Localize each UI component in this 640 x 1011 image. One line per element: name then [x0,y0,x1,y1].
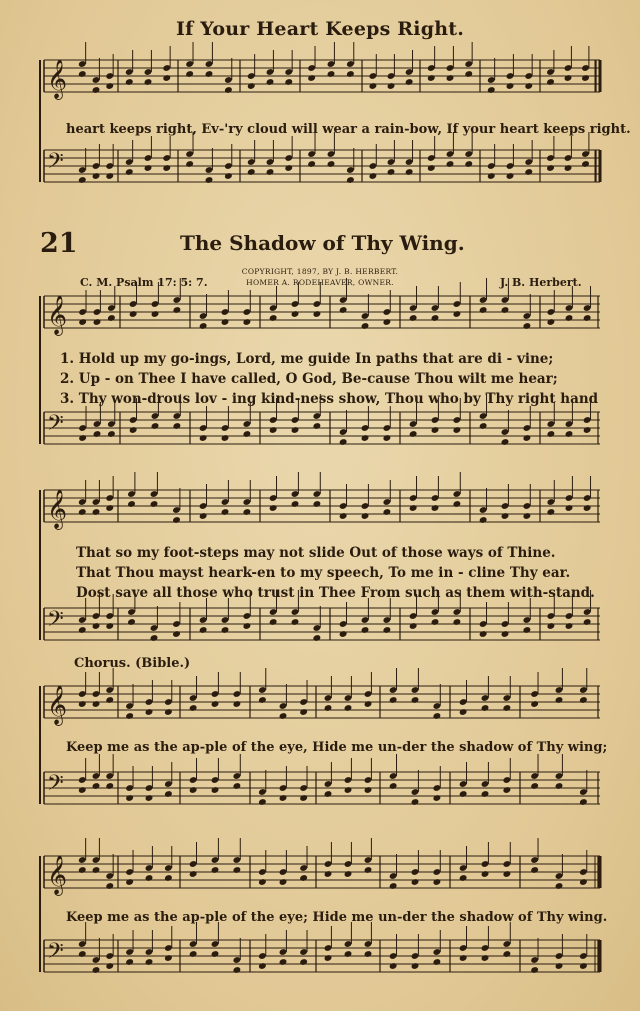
note-head [547,508,556,516]
note-head [125,712,134,720]
note-head [389,696,398,704]
note-head [503,704,512,712]
note-head [144,78,153,86]
note-head [189,704,198,712]
note-head [327,70,336,78]
note-head [164,708,173,716]
note-head [224,172,233,180]
note-head [581,160,590,168]
note-head [530,782,539,790]
note-head [105,504,114,512]
note-head [583,426,592,434]
bass-clef-icon: 𝄢 [47,411,64,441]
note-head [344,786,353,794]
note-head [524,82,533,90]
note-head [243,508,252,516]
note-head [530,866,539,874]
note-head [433,878,442,886]
note-head [313,422,322,430]
note-head [92,508,101,516]
note-head [453,618,462,626]
note-head [172,516,181,524]
note-head [555,782,564,790]
note-head [564,164,573,172]
note-head [258,696,267,704]
note-head [233,966,242,974]
note-head [324,954,333,962]
verse-3-line-1: 3. Thy won-drous lov - ing kind-ness show, Thou who by Thy right hand [60,391,599,407]
verse-1-line-2: That so my foot-steps may not slide Out of those ways of Thine. [76,545,556,561]
note-head [266,168,275,176]
hymn-composer: J. B. Herbert. [500,276,582,289]
note-head [339,512,348,520]
note-head [78,786,87,794]
note-head [339,438,348,446]
note-head [78,508,87,516]
note-head [125,878,134,886]
chorus-lyric-1: Keep me as the ap-ple of the eye, Hide me un-der the shadow of Thy wing; [66,740,608,755]
note-head [162,164,171,172]
note-head [92,966,101,974]
note-head [258,962,267,970]
note-head [369,82,378,90]
note-head [199,322,208,330]
note-head [269,426,278,434]
note-head [172,630,181,638]
note-head [78,70,87,78]
note-head [78,626,87,634]
note-head [279,958,288,966]
note-head [487,172,496,180]
note-head [189,950,198,958]
verse-2-line-2: That Thou mayst heark-en to my speech, To me in - cline Thy ear. [76,565,571,581]
note-head [299,794,308,802]
note-head [583,314,592,322]
bass-clef-icon: 𝄢 [47,939,64,969]
note-head [547,318,556,326]
note-head [145,794,154,802]
note-head [92,866,101,874]
note-head [313,310,322,318]
note-head [221,626,230,634]
note-head [524,168,533,176]
note-head [107,314,116,322]
note-head [92,172,101,180]
note-head [129,310,138,318]
note-head [409,622,418,630]
treble-clef-icon: 𝄞 [47,855,68,895]
note-head [555,882,564,890]
note-head [279,712,288,720]
note-head [162,74,171,82]
note-head [211,950,220,958]
note-head [405,168,414,176]
note-head [530,700,539,708]
note-head [93,430,102,438]
note-head [565,504,574,512]
note-head [313,634,322,642]
note-head [127,500,136,508]
note-head [506,172,515,180]
chorus-label: Chorus. (Bible.) [74,656,191,671]
chorus-lyric-2: Keep me as the ap-ple of the eye; Hide me un-der the shadow of Thy wing. [66,910,608,925]
note-head [389,962,398,970]
note-head [221,508,230,516]
note-head [173,422,182,430]
note-head [459,954,468,962]
note-head [579,962,588,970]
note-head [92,782,101,790]
note-head [453,426,462,434]
note-head [151,310,160,318]
note-head [125,168,134,176]
note-head [555,962,564,970]
note-head [459,790,468,798]
note-head [503,870,512,878]
note-head [523,626,532,634]
hymn-title: The Shadow of Thy Wing. [180,231,465,255]
note-head [433,794,442,802]
note-head [105,782,114,790]
bass-clef-icon: 𝄢 [47,771,64,801]
note-head [307,160,316,168]
top-hymn-title: If Your Heart Keeps Right. [175,18,465,40]
note-head [211,866,220,874]
note-head [258,878,267,886]
note-head [125,958,134,966]
note-head [327,160,336,168]
note-head [579,878,588,886]
note-head [145,958,154,966]
note-head [105,622,114,630]
note-head [105,882,114,890]
note-head [269,504,278,512]
note-head [233,866,242,874]
note-head [78,176,87,184]
verse-1-line-1: 1. Hold up my go-ings, Lord, me guide In paths that are di - vine; [60,351,554,367]
note-head [93,318,102,326]
note-head [546,164,555,172]
note-head [189,870,198,878]
note-head [284,164,293,172]
note-head [266,78,275,86]
note-head [185,70,194,78]
note-head [565,622,574,630]
note-head [479,516,488,524]
note-head [291,618,300,626]
note-head [185,160,194,168]
note-head [411,696,420,704]
note-head [92,622,101,630]
note-head [105,962,114,970]
note-head [546,78,555,86]
note-head [105,696,114,704]
note-head [92,700,101,708]
note-head [431,426,440,434]
note-head [344,870,353,878]
note-head [565,314,574,322]
note-head [299,708,308,716]
note-head [583,504,592,512]
note-head [383,508,392,516]
note-head [233,700,242,708]
note-head [346,70,355,78]
note-head [459,874,468,882]
note-head [211,700,220,708]
note-head [364,786,373,794]
note-head [361,322,370,330]
note-head [224,86,233,94]
bass-clef-icon: 𝄢 [47,149,64,179]
note-head [464,70,473,78]
note-head [459,708,468,716]
note-head [579,696,588,704]
note-head [409,314,418,322]
note-head [389,782,398,790]
note-head [387,82,396,90]
treble-clef-icon: 𝄞 [47,59,68,99]
note-head [481,870,490,878]
note-head [279,878,288,886]
note-head [247,168,256,176]
treble-clef-icon: 𝄞 [47,489,68,529]
note-head [364,950,373,958]
note-head [503,786,512,794]
note-head [78,318,87,326]
note-head [479,422,488,430]
note-head [107,430,116,438]
note-head [431,504,440,512]
note-head [211,786,220,794]
note-head [547,622,556,630]
bass-clef-icon: 𝄢 [47,607,64,637]
note-head [453,500,462,508]
note-head [427,74,436,82]
note-head [164,790,173,798]
note-head [481,954,490,962]
note-head [307,74,316,82]
note-head [383,626,392,634]
note-head [361,434,370,442]
note-head [164,874,173,882]
note-head [269,314,278,322]
copyright-line-2: HOMER A. RODEHEAVER, OWNER. [246,278,394,287]
note-head [78,434,87,442]
note-head [344,950,353,958]
note-head [284,78,293,86]
note-head [583,618,592,626]
note-head [453,310,462,318]
note-head [446,160,455,168]
note-head [555,696,564,704]
note-head [481,790,490,798]
note-head [431,618,440,626]
note-head [199,512,208,520]
note-head [346,176,355,184]
note-head [247,82,256,90]
note-head [291,310,300,318]
note-head [565,430,574,438]
note-head [258,798,267,806]
note-head [269,618,278,626]
note-head [291,500,300,508]
note-head [501,512,510,520]
note-head [150,634,159,642]
note-head [503,950,512,958]
note-head [427,164,436,172]
note-head [205,70,214,78]
note-head [78,950,87,958]
note-head [129,426,138,434]
note-head [389,882,398,890]
note-head [411,878,420,886]
note-head [383,434,392,442]
note-head [564,74,573,82]
note-head [411,962,420,970]
copyright-line-1: COPYRIGHT, 1897, BY J. B. HERBERT. [241,267,399,276]
verse-2-line-1: 2. Up - on Thee I have called, O God, Be-cause Thou wilt me hear; [60,371,558,387]
note-head [233,782,242,790]
note-head [92,86,101,94]
treble-clef-icon: 𝄞 [47,295,68,335]
note-head [339,306,348,314]
note-head [291,426,300,434]
note-head [501,438,510,446]
note-head [547,430,556,438]
note-head [324,870,333,878]
note-head [78,866,87,874]
note-head [579,798,588,806]
note-head [144,164,153,172]
note-head [324,790,333,798]
note-head [364,700,373,708]
note-head [324,704,333,712]
note-head [339,630,348,638]
note-head [145,708,154,716]
note-head [243,318,252,326]
note-head [481,704,490,712]
treble-clef-icon: 𝄞 [47,685,68,725]
note-head [199,626,208,634]
note-head [221,434,230,442]
note-head [479,630,488,638]
note-head [433,958,442,966]
hymn-number: 21 [40,228,78,259]
note-head [361,626,370,634]
note-head [431,314,440,322]
note-head [523,512,532,520]
note-head [411,798,420,806]
note-head [405,78,414,86]
note-head [164,954,173,962]
note-head [479,306,488,314]
note-head [523,434,532,442]
note-head [369,172,378,180]
note-head [189,786,198,794]
note-head [344,704,353,712]
hymn-meter: C. M. Psalm 17: 5: 7. [80,276,208,289]
note-head [501,630,510,638]
note-head [78,700,87,708]
note-head [199,434,208,442]
note-head [151,422,160,430]
note-head [364,866,373,874]
note-head [581,74,590,82]
note-head [125,794,134,802]
note-head [125,78,134,86]
note-head [433,712,442,720]
note-head [446,74,455,82]
top-hymn-lyric: heart keeps right, Ev-'ry cloud will wear a rain-bow, If your heart keeps right. [66,122,631,137]
note-head [145,874,154,882]
note-head [487,86,496,94]
note-head [299,874,308,882]
note-head [221,318,230,326]
note-head [313,500,322,508]
note-head [243,430,252,438]
note-head [105,172,114,180]
note-head [299,958,308,966]
note-head [243,622,252,630]
note-head [279,794,288,802]
note-head [173,306,182,314]
note-head [523,322,532,330]
note-head [464,160,473,168]
note-head [127,618,136,626]
note-head [530,966,539,974]
note-head [409,504,418,512]
note-head [383,318,392,326]
note-head [387,168,396,176]
verse-3-line-2: Dost save all those who trust in Thee From such as them with-stand. [76,585,595,601]
note-head [506,82,515,90]
note-head [150,500,159,508]
note-head [105,82,114,90]
note-head [409,430,418,438]
note-head [501,306,510,314]
note-head [361,512,370,520]
note-head [205,176,214,184]
